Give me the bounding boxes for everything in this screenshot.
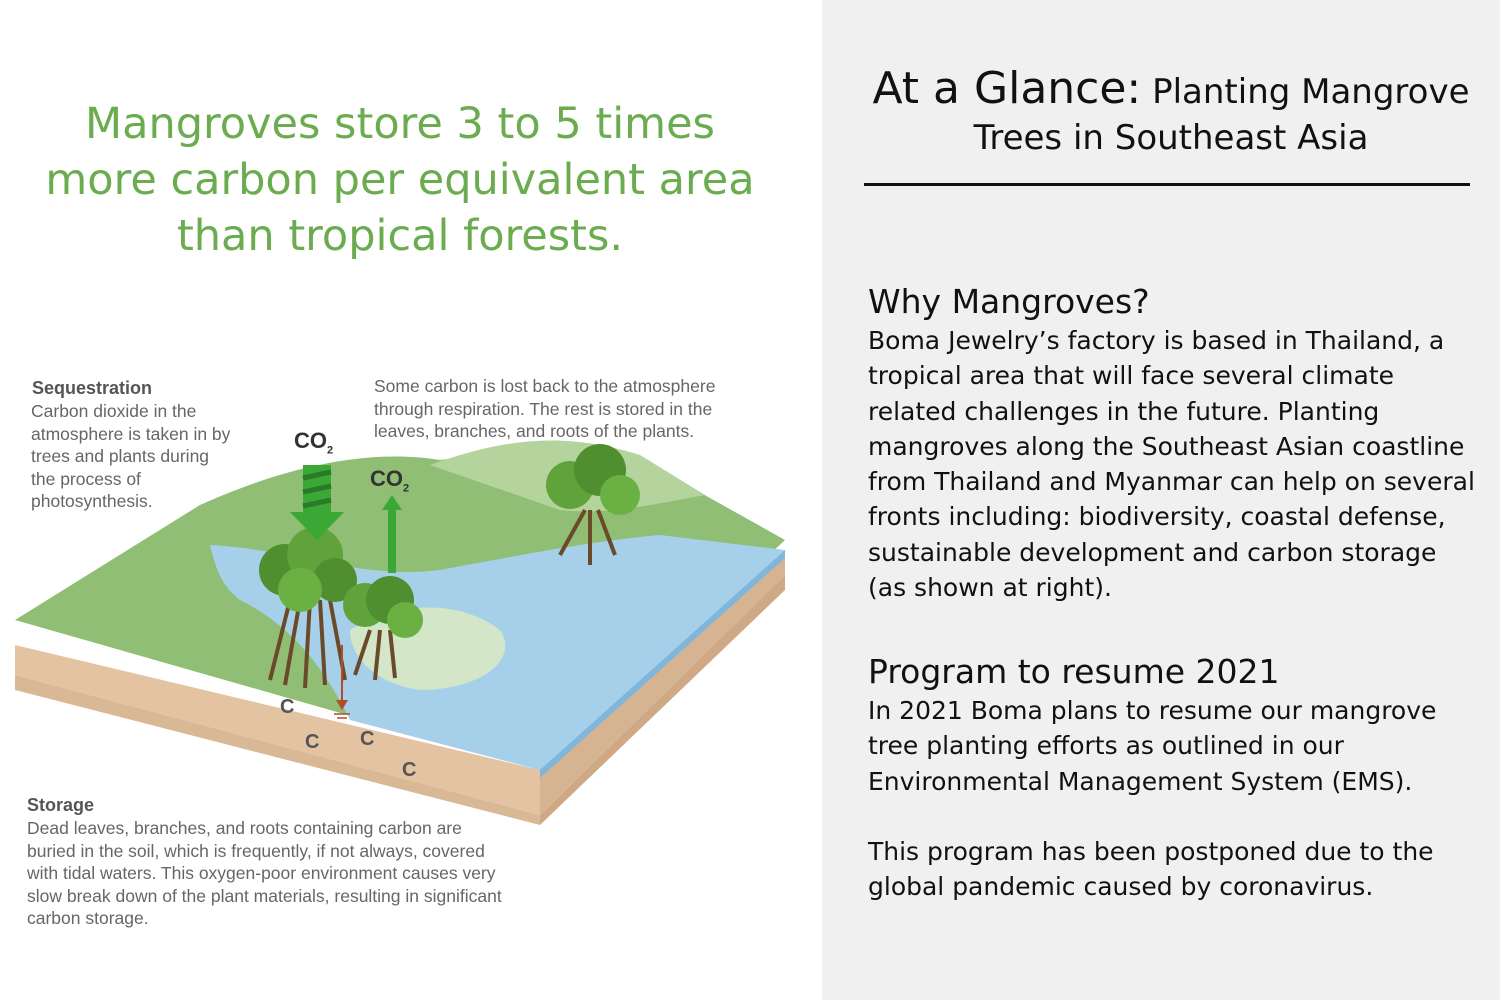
why-body: Boma Jewelry’s factory is based in Thailand, a tropical area that will face several climate related challenges in the future. Planting mangroves along the Southeast Asian coastline from Thailand and Myanmar can help on several fronts including: biodiversity, coastal defense, sustainable development and carbon storage (as shown at right). <box>868 326 1475 603</box>
respiration-text: Some carbon is lost back to the atmosphere through respiration. The rest is stored in the leaves, branches, and roots of the plants. <box>374 376 716 441</box>
carbon-label: C <box>402 759 417 781</box>
title-divider <box>864 183 1470 186</box>
storage-title: Storage <box>27 795 95 815</box>
right-panel <box>822 0 1500 1000</box>
carbon-storage-diagram <box>0 300 822 1000</box>
sequestration-title: Sequestration <box>32 378 153 398</box>
co2-out-label: $CO_2$ <box>370 466 410 495</box>
glance-title-rest: Planting Mangrove Trees in Southeast Asia <box>973 72 1470 158</box>
program-note: This program has been postponed due to the global pandemic caused by coronavirus. <box>868 837 1434 902</box>
carbon-label: C <box>280 696 295 718</box>
glance-title <box>866 63 1476 161</box>
carbon-label: C <box>305 731 320 753</box>
why-heading: Why Mangroves? <box>868 282 1150 321</box>
sequestration-text: Carbon dioxide in the atmosphere is taken in by trees and plants during the process of photosynthesis. <box>31 401 231 511</box>
headline: Mangroves store 3 to 5 times more carbon per equivalent area than tropical forests. <box>45 99 755 261</box>
program-body: In 2021 Boma plans to resume our mangrove tree planting efforts as outlined in our Environmental Management System (EMS). <box>868 696 1437 796</box>
carbon-label: C <box>360 728 375 750</box>
storage-text: Dead leaves, branches, and roots containing carbon are buried in the soil, which is frequently, if not always, covered with tidal waters. This oxygen-poor environment causes very slow break down of the plant materials, resulting in significant carbon storage. <box>27 818 502 928</box>
glance-title-lead: At a Glance: <box>872 63 1142 114</box>
co2-in-label: $CO_2$ <box>294 428 334 457</box>
program-heading: Program to resume 2021 <box>868 652 1280 691</box>
